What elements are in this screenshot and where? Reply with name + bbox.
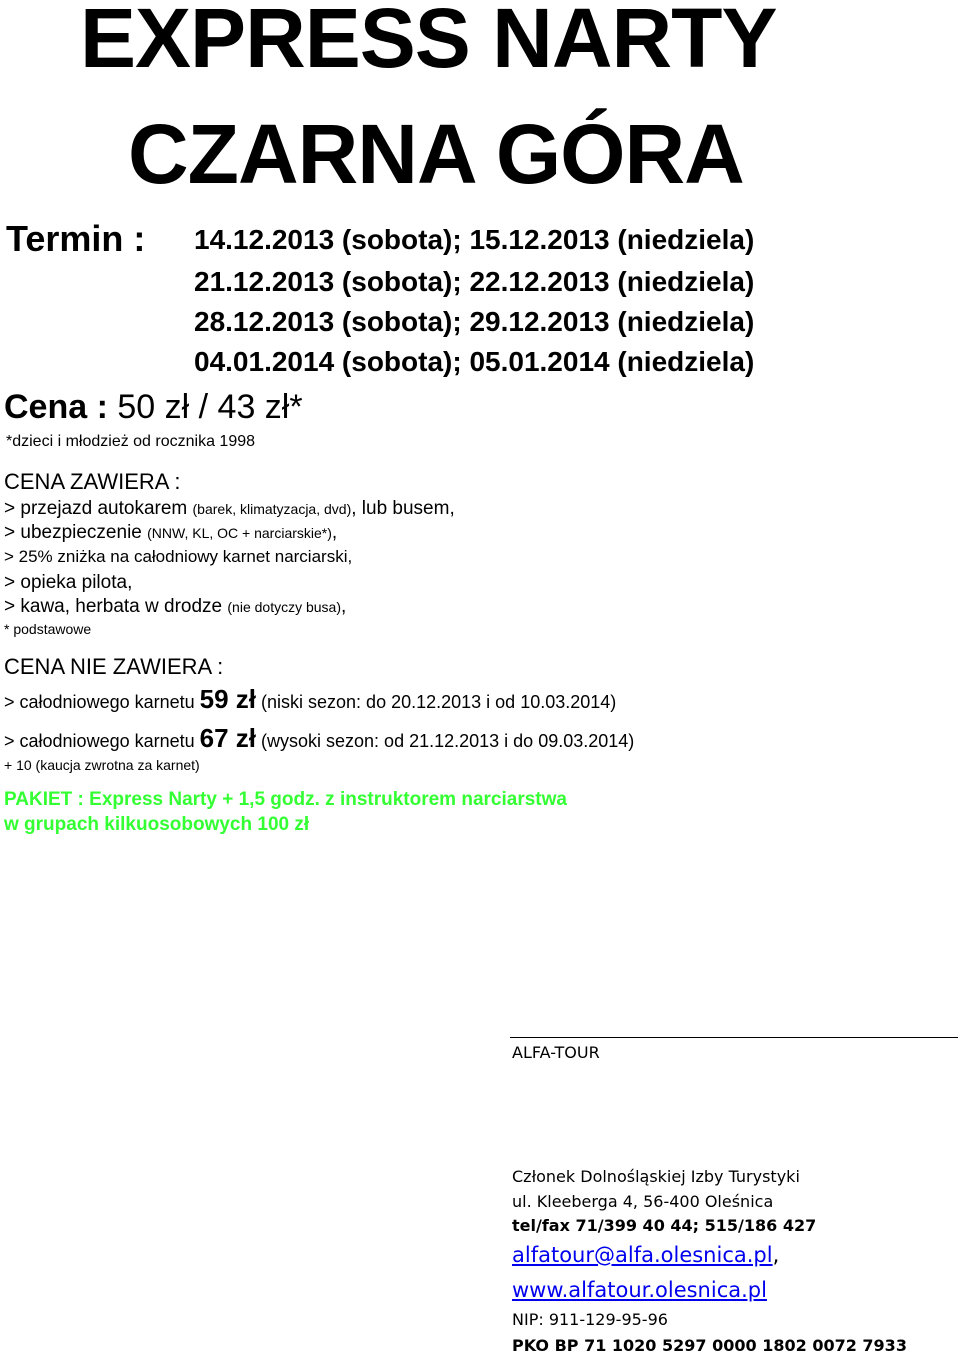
- company-name: ALFA-TOUR: [512, 1043, 600, 1062]
- deposit-note: + 10 (kaucja zwrotna za karnet): [4, 757, 200, 773]
- date-line-4: 04.01.2014 (sobota); 05.01.2014 (niedziela): [194, 346, 755, 377]
- price-label: Cena :: [4, 388, 108, 426]
- excludes-item: > całodniowego karnetu 59 zł (niski sezon: do 20.12.2013 i od 10.03.2014): [4, 684, 617, 714]
- includes-item: > opieka pilota,: [4, 572, 133, 593]
- title-line-1: EXPRESS NARTY: [80, 0, 777, 85]
- includes-footnote: * podstawowe: [4, 621, 92, 637]
- includes-item: > kawa, herbata w drodze (nie dotyczy busa),: [4, 596, 347, 617]
- title-line-2: CZARNA GÓRA: [128, 107, 744, 201]
- chamber-membership: Członek Dolnośląskiej Izby Turystyki: [512, 1167, 800, 1186]
- includes-item: > ubezpieczenie (NNW, KL, OC + narciarskie*),: [4, 522, 338, 543]
- website-link[interactable]: www.alfatour.olesnica.pl: [512, 1278, 767, 1302]
- package-line-1: PAKIET : Express Narty + 1,5 godz. z instruktorem narciarstwa: [4, 789, 567, 810]
- company-nip: NIP: 911-129-95-96: [512, 1310, 668, 1329]
- website-row: [512, 1278, 767, 1302]
- price-note: *dzieci i młodzież od rocznika 1998: [6, 433, 256, 450]
- company-address: ul. Kleeberga 4, 56-400 Oleśnica: [512, 1192, 774, 1211]
- excludes-item: > całodniowego karnetu 67 zł (wysoki sezon: od 21.12.2013 i do 09.03.2014): [4, 723, 635, 753]
- email-row: alfatour@alfa.olesnica.pl,: [512, 1243, 780, 1267]
- company-phone: tel/fax 71/399 40 44; 515/186 427: [512, 1216, 817, 1235]
- signature-line: [510, 1037, 958, 1038]
- date-line-3: 28.12.2013 (sobota); 29.12.2013 (niedziela): [194, 306, 755, 337]
- includes-item: > 25% zniżka na całodniowy karnet narciarski,: [4, 547, 353, 566]
- includes-heading: CENA ZAWIERA :: [4, 469, 181, 494]
- bank-account: PKO BP 71 1020 5297 0000 1802 0072 7933: [512, 1336, 907, 1355]
- price-amount: 50 zł / 43 zł*: [117, 388, 303, 426]
- date-line-1: 14.12.2013 (sobota); 15.12.2013 (niedziela): [194, 224, 755, 255]
- includes-item: > przejazd autokarem (barek, klimatyzacja, dvd), lub busem,: [4, 498, 455, 519]
- date-line-2: 21.12.2013 (sobota); 22.12.2013 (niedziela): [194, 266, 755, 297]
- excludes-heading: CENA NIE ZAWIERA :: [4, 654, 224, 679]
- price-line: [4, 388, 303, 427]
- termin-label: Termin :: [6, 218, 146, 259]
- package-line-2: w grupach kilkuosobowych 100 zł: [4, 814, 310, 835]
- email-link[interactable]: alfatour@alfa.olesnica.pl: [512, 1243, 773, 1267]
